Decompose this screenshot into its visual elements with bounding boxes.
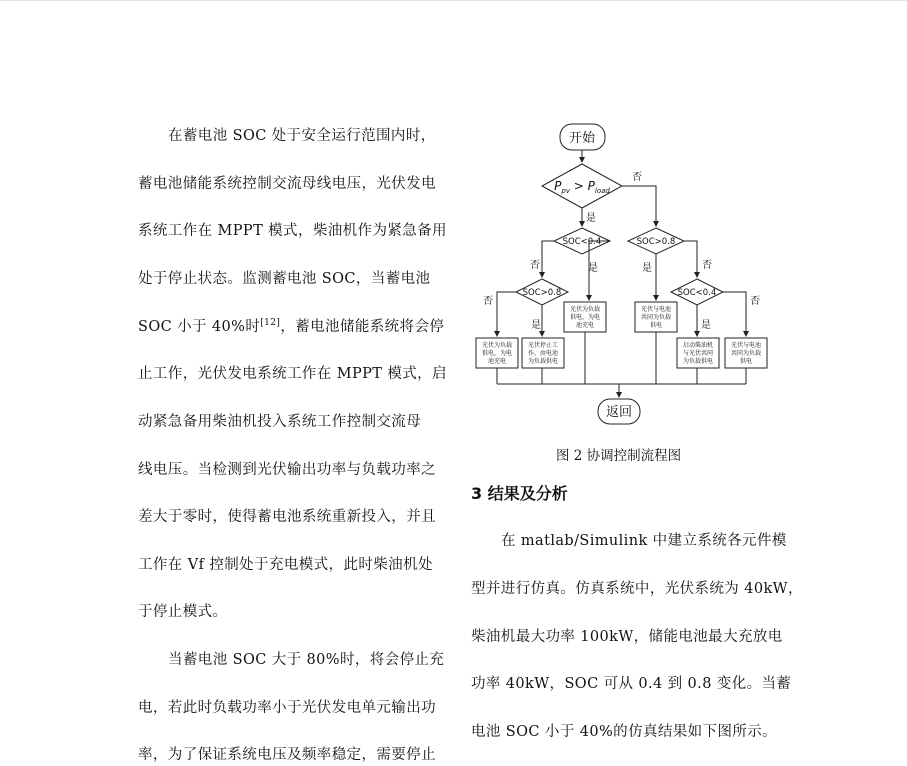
flow-box-6-line1: 光伏与电池: [730, 342, 762, 349]
flow-box-5-line1: 启动柴油机: [682, 342, 714, 349]
right-para-line3: 柴油机最大功率 100kW，储能电池最大充放电: [471, 629, 783, 645]
left-para1-line11: 于停止模式。: [138, 604, 228, 620]
flow-decision-power-label: $P_{pv} > P_{load}$: [554, 179, 610, 195]
flow-box-4-line2: 共同为负载: [640, 314, 672, 321]
flow-box-4-line1: 光伏与电池: [640, 306, 672, 313]
flow-box-1-line3: 池充电: [487, 358, 507, 365]
flow-box-5-line2: 与光伏共同: [682, 350, 714, 357]
flow-box-2-line1: 光伏停止工: [527, 342, 559, 349]
flow-box-3-line3: 池充电: [575, 322, 595, 329]
flow-label-no-soc-gt08-a: 否: [483, 296, 493, 307]
flow-end-label: 返回: [605, 405, 633, 420]
left-para1-line10: 工作在 Vf 控制处于充电模式，此时柴油机处: [138, 557, 433, 573]
flow-box-2-line2: 作，由电池: [527, 350, 559, 357]
left-line5-tail: ，蓄电池储能系统将会停: [280, 319, 445, 335]
flow-soc-gt-08-b-label: SOC>0.8: [636, 237, 676, 247]
left-para1-line3: 系统工作在 MPPT 模式，柴油机作为紧急备用: [138, 223, 447, 239]
left-para2-line2: 电，若此时负载功率小于光伏发电单元输出功: [138, 700, 436, 716]
flow-box-6-line2: 共同为负载: [730, 350, 762, 357]
flow-box-1-line2: 供电，为电: [481, 350, 513, 357]
right-para-line5: 电池 SOC 小于 40%的仿真结果如下图所示。: [471, 724, 778, 740]
flow-label-yes-soc-a: 是: [588, 263, 598, 274]
section-heading: 3 结果及分析: [471, 484, 568, 503]
left-para1-line2: 蓄电池储能系统控制交流母线电压，光伏发电: [138, 176, 436, 192]
flow-label-yes-soc-gt08-b: 是: [642, 263, 652, 274]
right-para-line1: 在 matlab/Simulink 中建立系统各元件模: [501, 533, 787, 549]
citation-ref[interactable]: [12]: [260, 318, 281, 329]
flow-soc-gt-08-a-label: SOC>0.8: [522, 288, 562, 298]
flow-box-2-line3: 为负载供电: [527, 358, 559, 365]
flow-box-3-line1: 光伏为负载: [569, 306, 601, 313]
left-para2-line3: 率，为了保证系统电压及频率稳定，需要停止: [138, 747, 436, 763]
flow-label-yes-soc-lt04-b: 是: [701, 320, 711, 331]
flow-label-no-soc-a: 否: [530, 260, 540, 271]
left-para1-line9: 差大于零时，使得蓄电池系统重新投入，并且: [138, 509, 436, 525]
flow-box-3-line2: 供电，为电: [569, 314, 601, 321]
left-para1-line1: 在蓄电池 SOC 处于安全运行范围内时，: [168, 128, 436, 144]
flow-soc-lt-04-a-label: SOC<0.4: [562, 237, 602, 247]
left-line5-head: SOC 小于 40%时: [138, 319, 261, 335]
flow-box-1-line1: 光伏为负载: [481, 342, 513, 349]
flow-box-6-line3: 供电: [739, 358, 753, 365]
left-para1-line7: 动紧急备用柴油机投入系统工作控制交流母: [138, 414, 422, 430]
flow-soc-lt-04-b-label: SOC<0.4: [677, 288, 717, 298]
left-para1-line6: 止工作，光伏发电系统工作在 MPPT 模式，启: [138, 366, 447, 382]
flow-label-no-main: 否: [632, 172, 642, 183]
flow-start-label: 开始: [568, 131, 596, 146]
flow-box-4-line3: 供电: [649, 322, 663, 329]
right-para-line2: 型并进行仿真。仿真系统中，光伏系统为 40kW，: [471, 581, 803, 597]
left-para1-line8: 线电压。当检测到光伏输出功率与负载功率之: [138, 462, 436, 478]
flow-label-yes-main: 是: [586, 213, 596, 224]
left-para1-line4: 处于停止状态。监测蓄电池 SOC，当蓄电池: [138, 271, 431, 287]
flow-box-5-line3: 为负载供电: [682, 358, 714, 365]
left-para2-line1: 当蓄电池 SOC 大于 80%时，将会停止充: [168, 652, 445, 668]
right-para-line4: 功率 40kW，SOC 可从 0.4 到 0.8 变化。当蓄: [471, 676, 792, 692]
flow-label-yes-soc-gt08-a: 是: [531, 320, 541, 331]
figure-caption: 图 2 协调控制流程图: [556, 448, 682, 464]
flow-label-no-soc-lt04-b: 否: [750, 296, 760, 307]
flow-label-no-soc-gt08-b: 否: [702, 260, 712, 271]
